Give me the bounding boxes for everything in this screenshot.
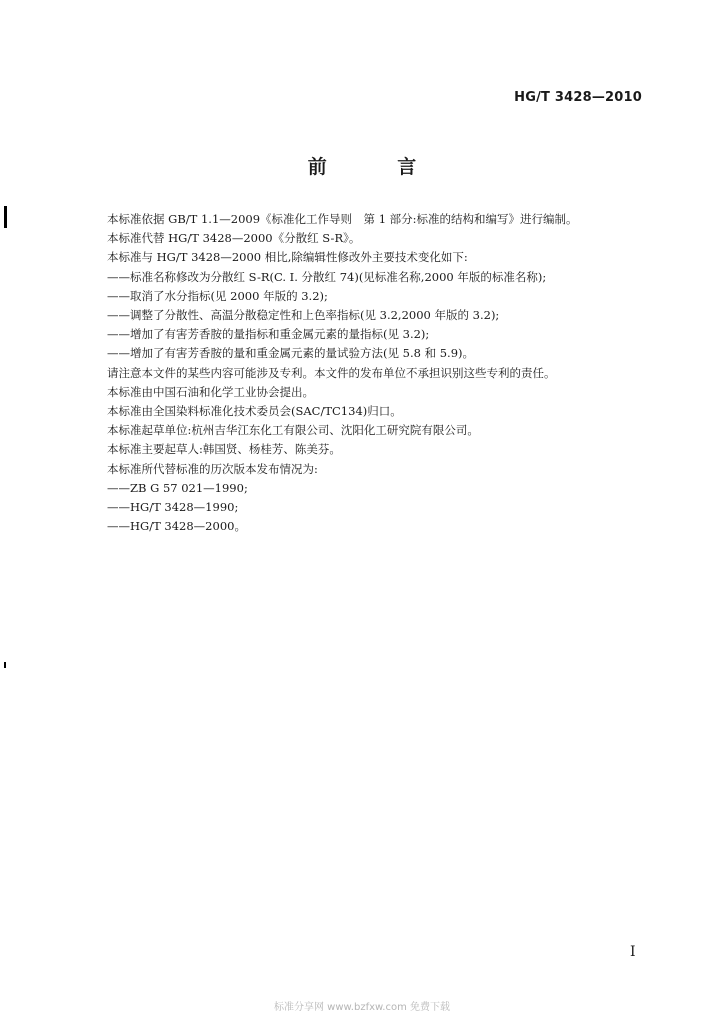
paragraph-line: 本标准由中国石油和化学工业协会提出。: [107, 384, 314, 399]
document-body: [107, 210, 647, 536]
scan-margin-mark: [4, 662, 6, 668]
paragraph-line: 本标准依据 GB/T 1.1—2009《标准化工作导则 第 1 部分:标准的结构和编写》进行编制。: [107, 212, 578, 226]
list-item: ——HG/T 3428—1990;: [107, 500, 239, 515]
paragraph-line: 本标准由全国染料标准化技术委员会(SAC/TC134)归口。: [107, 404, 402, 419]
list-item: ——增加了有害芳香胺的量指标和重金属元素的量指标(见 3.2);: [107, 327, 430, 342]
page-title: 前 言: [307, 156, 449, 178]
paragraph-line: 本标准与 HG/T 3428—2000 相比,除编辑性修改外主要技术变化如下:: [107, 250, 468, 265]
list-item: ——取消了水分指标(见 2000 年版的 3.2);: [107, 288, 328, 303]
list-item: ——调整了分散性、高温分散稳定性和上色率指标(见 3.2,2000 年版的 3.2);: [107, 308, 500, 323]
paragraph-line: 本标准代替 HG/T 3428—2000《分散红 S-R》。: [107, 231, 361, 246]
paragraph-line: 请注意本文件的某些内容可能涉及专利。本文件的发布单位不承担识别这些专利的责任。: [107, 365, 556, 380]
paragraph-line: 本标准起草单位:杭州吉华江东化工有限公司、沈阳化工研究院有限公司。: [107, 423, 479, 438]
scan-margin-mark: [4, 206, 7, 228]
list-item: ——标准名称修改为分散红 S-R(C. I. 分散红 74)(见标准名称,2000 年版的标准名称);: [107, 269, 547, 284]
list-item: ——ZB G 57 021—1990;: [107, 480, 248, 495]
list-item: ——HG/T 3428—2000。: [107, 519, 246, 534]
paragraph-line: 本标准所代替标准的历次版本发布情况为:: [107, 461, 318, 476]
watermark: 标准分享网 www.bzfxw.com 免费下载: [274, 1002, 450, 1013]
paragraph-line: 本标准主要起草人:韩国贤、杨桂芳、陈美芬。: [107, 442, 341, 457]
standard-code: HG/T 3428—2010: [514, 90, 642, 105]
list-item: ——增加了有害芳香胺的量和重金属元素的量试验方法(见 5.8 和 5.9)。: [107, 346, 475, 361]
page-number: I: [630, 944, 636, 960]
